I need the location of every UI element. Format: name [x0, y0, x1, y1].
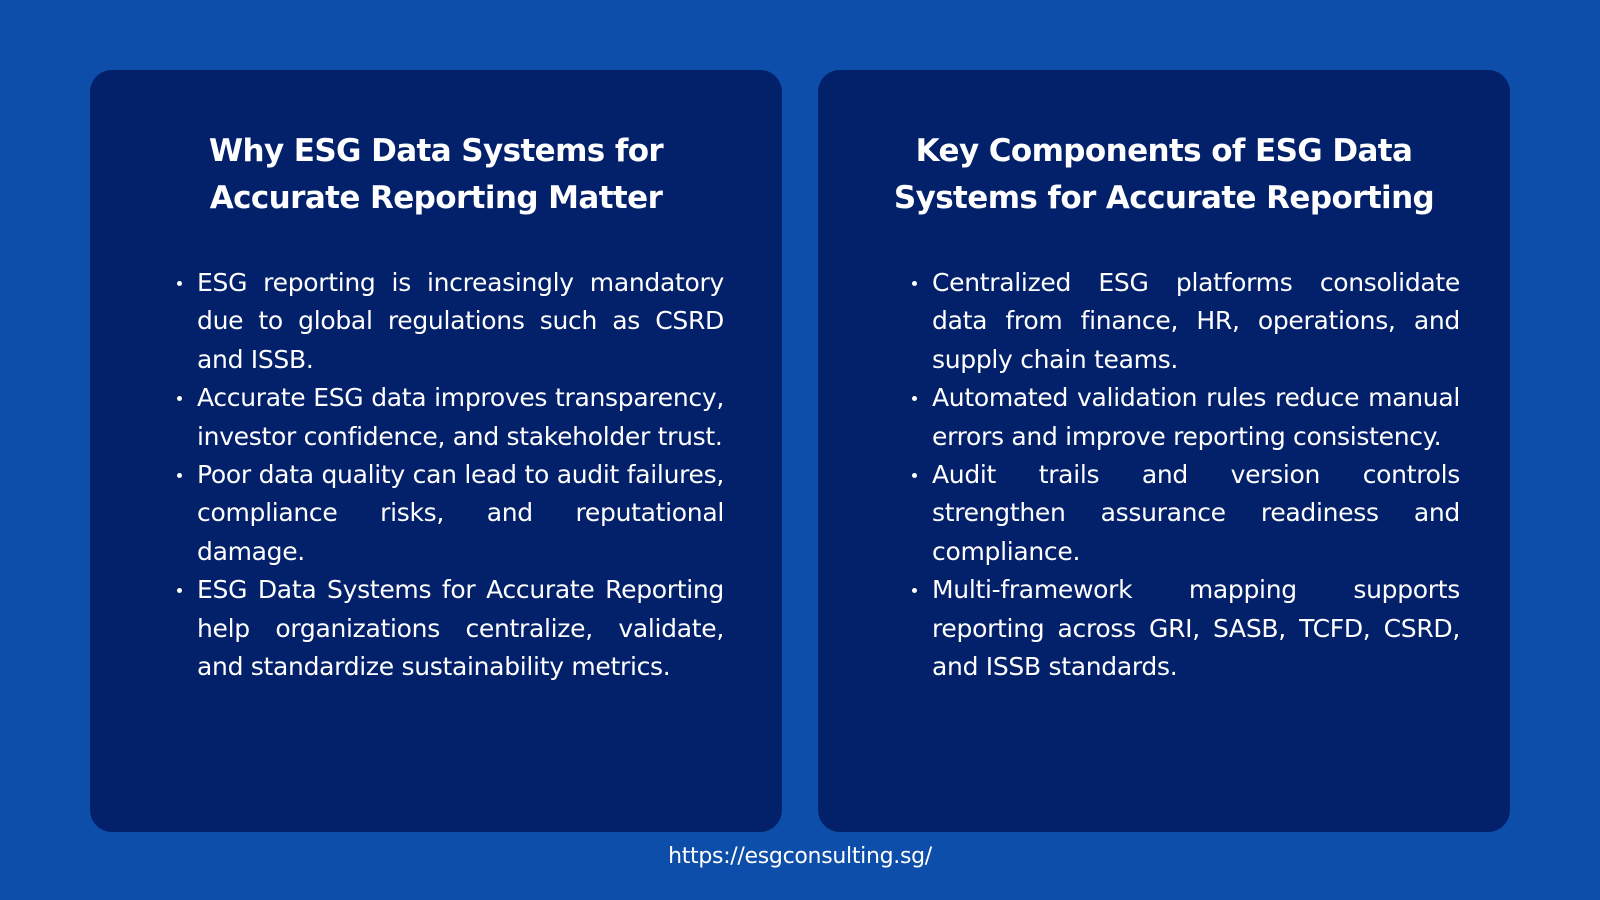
left-bullet-item — [177, 264, 724, 379]
right-bullet-list — [912, 264, 1460, 686]
left-bullet-text: Poor data quality can lead to audit failures, compliance risks, and reputational damage. — [197, 460, 724, 566]
right-panel-title-line1: Key Components of ESG Data — [915, 133, 1413, 169]
left-bullet-text: Accurate ESG data improves transparency, investor confidence, and stakeholder trust. — [197, 383, 724, 451]
bullet-dot-icon — [912, 588, 917, 593]
left-bullet-item — [177, 379, 724, 456]
left-bullet-list — [177, 264, 724, 686]
left-bullet-text: ESG Data Systems for Accurate Reporting help organizations centralize, validate, and standardize sustainability metrics. — [197, 575, 724, 682]
left-bullet-item — [177, 571, 724, 686]
left-bullet-item — [177, 456, 724, 571]
right-bullet-text: Automated validation rules reduce manual errors and improve reporting consistency. — [932, 383, 1460, 451]
right-bullet-item — [912, 456, 1460, 571]
left-panel-title-line1: Why ESG Data Systems for — [208, 133, 664, 169]
right-bullet-item — [912, 379, 1460, 456]
left-panel-why-esg-matters — [90, 70, 782, 832]
bullet-dot-icon — [177, 396, 182, 401]
right-panel-title-line2: Systems for Accurate Reporting — [893, 180, 1435, 216]
right-bullet-item — [912, 264, 1460, 379]
right-bullet-item — [912, 571, 1460, 686]
right-bullet-text: Audit trails and version controls strengthen assurance readiness and compliance. — [932, 460, 1460, 566]
footer-url: https://esgconsulting.sg/ — [668, 844, 932, 869]
bullet-dot-icon — [912, 281, 917, 286]
right-bullet-text: Centralized ESG platforms consolidate data from finance, HR, operations, and supply chain teams. — [932, 268, 1460, 374]
right-bullet-text: Multi-framework mapping supports reporting across GRI, SASB, TCFD, CSRD, and ISSB standards. — [932, 575, 1460, 682]
right-panel-key-components — [818, 70, 1510, 832]
right-panel-title — [878, 128, 1450, 222]
left-panel-title-line2: Accurate Reporting Matter — [209, 180, 663, 216]
left-bullet-text: ESG reporting is increasingly mandatory due to global regulations such as CSRD and ISSB. — [197, 268, 724, 374]
bullet-dot-icon — [177, 281, 182, 286]
bullet-dot-icon — [912, 473, 917, 478]
bullet-dot-icon — [912, 396, 917, 401]
bullet-dot-icon — [177, 473, 182, 478]
left-panel-title — [150, 128, 722, 222]
bullet-dot-icon — [177, 588, 182, 593]
